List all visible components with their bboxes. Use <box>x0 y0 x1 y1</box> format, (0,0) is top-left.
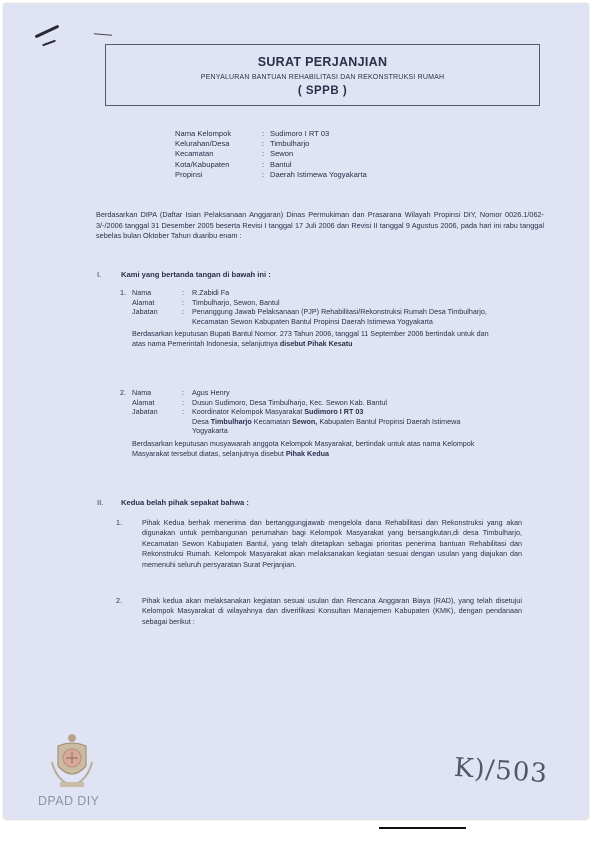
document-subtitle: PENYALURAN BANTUAN REHABILITASI DAN REKONSTRUKSI RUMAH <box>200 74 445 81</box>
pen-mark <box>42 40 56 47</box>
party-2: 2. Nama : Agus Henry Alamat : Dusun Sudimoro, Desa Timbulharjo, Kec. Sewon Kab. Bantul Jabatan : Koordinator Kelompok Masyarakat Sudimoro I RT 03 Desa Timbulharjo Kecamatan Sewon, Kabupaten Bantul Propinsi Daerah Istimewa Yogyakarta Berdasarkan keputusan musyawarah anggota Kelompok Masyarakat, bertindak untuk atas nama Kelompok Masyarakat tersebut diatas, selanjutnya disebut Pihak Kedua <box>120 388 496 458</box>
identity-row: Propinsi : Daerah Istimewa Yogyakarta <box>175 169 367 179</box>
archive-watermark: DPAD DIY <box>38 794 100 808</box>
document-abbreviation: ( SPPB ) <box>297 85 348 97</box>
party-1: 1. Nama : R.Zabidi Fa Alamat : Timbulharjo, Sewon, Bantul Jabatan : Penanggung Jawab Pelaksanaan (PJP) Rehabilitasi/Rekonstruksi Rumah Desa Timbulharjo, Kecamatan Sewon Kabupaten Bantul Propinsi Daerah Istimewa Yogyakarta Berdasarkan keputusan Bupati Bantul Nomor. 273 Tahun 2006, tanggal 11 September 2006 bertindak untuk dan atas nama Pemerintah Indonesia, selanjutnya disebut Pihak Kesatu <box>120 288 496 349</box>
intro-paragraph: Berdasarkan DIPA (Daftar Isian Pelaksanaan Anggaran) Dinas Permukiman dan Prasarana Wilayah Propinsi DIY, Nomor 0026.1/062-3/-/2006 tanggal 31 Desember 2005 beserta Revisi I tanggal 17 Juli 2006 dan Revisi II tanggal 9 Agustus 2006, pada hari ini rabu tanggal sebelas bulan Oktober Tahun duaribu enam : <box>96 210 544 241</box>
pen-mark <box>35 25 60 39</box>
handwritten-annotation: K)/503 <box>453 752 549 790</box>
page-edge-mark <box>379 827 466 829</box>
agreement-item: 2. Pihak kedua akan melaksanakan kegiatan sesuai usulan dan Rencana Anggaran Biaya (RAD), yang telah disetujui Kelompok Masyarakat di wilayahnya dan diverifikasi Konsultan Manajemen Kabupaten (KMK), dengan pendanaan sebagai berikut : <box>116 596 522 626</box>
coat-of-arms-icon <box>48 732 96 792</box>
party-1-name: R.Zabidi Fa <box>192 288 230 297</box>
party-2-basis: Berdasarkan keputusan musyawarah anggota Kelompok Masyarakat, bertindak untuk atas nama Kelompok Masyarakat tersebut diatas, selanjutnya disebut Pihak Kedua <box>132 438 475 458</box>
document-title: SURAT PERJANJIAN <box>257 55 388 69</box>
party-1-basis: Berdasarkan keputusan Bupati Bantul Nomor. 273 Tahun 2006, tanggal 11 September 2006 bertindak untuk dan atas nama Pemerintah Indonesia, selanjutnya disebut Pihak Kesatu <box>132 329 489 348</box>
identity-row: Kelurahan/Desa : Timbulharjo <box>175 139 310 149</box>
title-box <box>105 44 540 106</box>
document-page <box>4 4 588 819</box>
party-2-name: Agus Henry <box>192 388 230 397</box>
section-2-heading: II. Kedua belah pihak sepakat bahwa : <box>97 498 249 507</box>
identity-row: Nama Kelompok : Sudimoro I RT 03 <box>175 129 330 138</box>
section-1-heading: I. Kami yang bertanda tangan di bawah ini : <box>97 270 271 279</box>
group-identity <box>175 129 367 180</box>
identity-row: Kota/Kabupaten : Bantul <box>175 159 292 169</box>
identity-row: Kecamatan : Sewon <box>175 149 294 159</box>
agreement-item: 1. Pihak Kedua berhak menerima dan bertanggungjawab mengelola dana Rehabilitasi dan Rekonstruksi yang akan digunakan untuk pembangunan perumahan bagi Kelompok Masyarakat yang bersangkutan,di desa Timbulharjo, Kecamatan Sewon Kabupaten Bantul, yang telah ditetapkan sebagai prioritas penerima bantuan Rehabilitasi dan Rekonstruksi Rumah. Kelompok Masyarakat akan melaksanakan kegiatan sesuai dengan usulan yang diajukan dan memenuhi seluruh persyaratan Surat Perjanjian. <box>116 518 522 569</box>
pen-mark <box>94 33 112 36</box>
